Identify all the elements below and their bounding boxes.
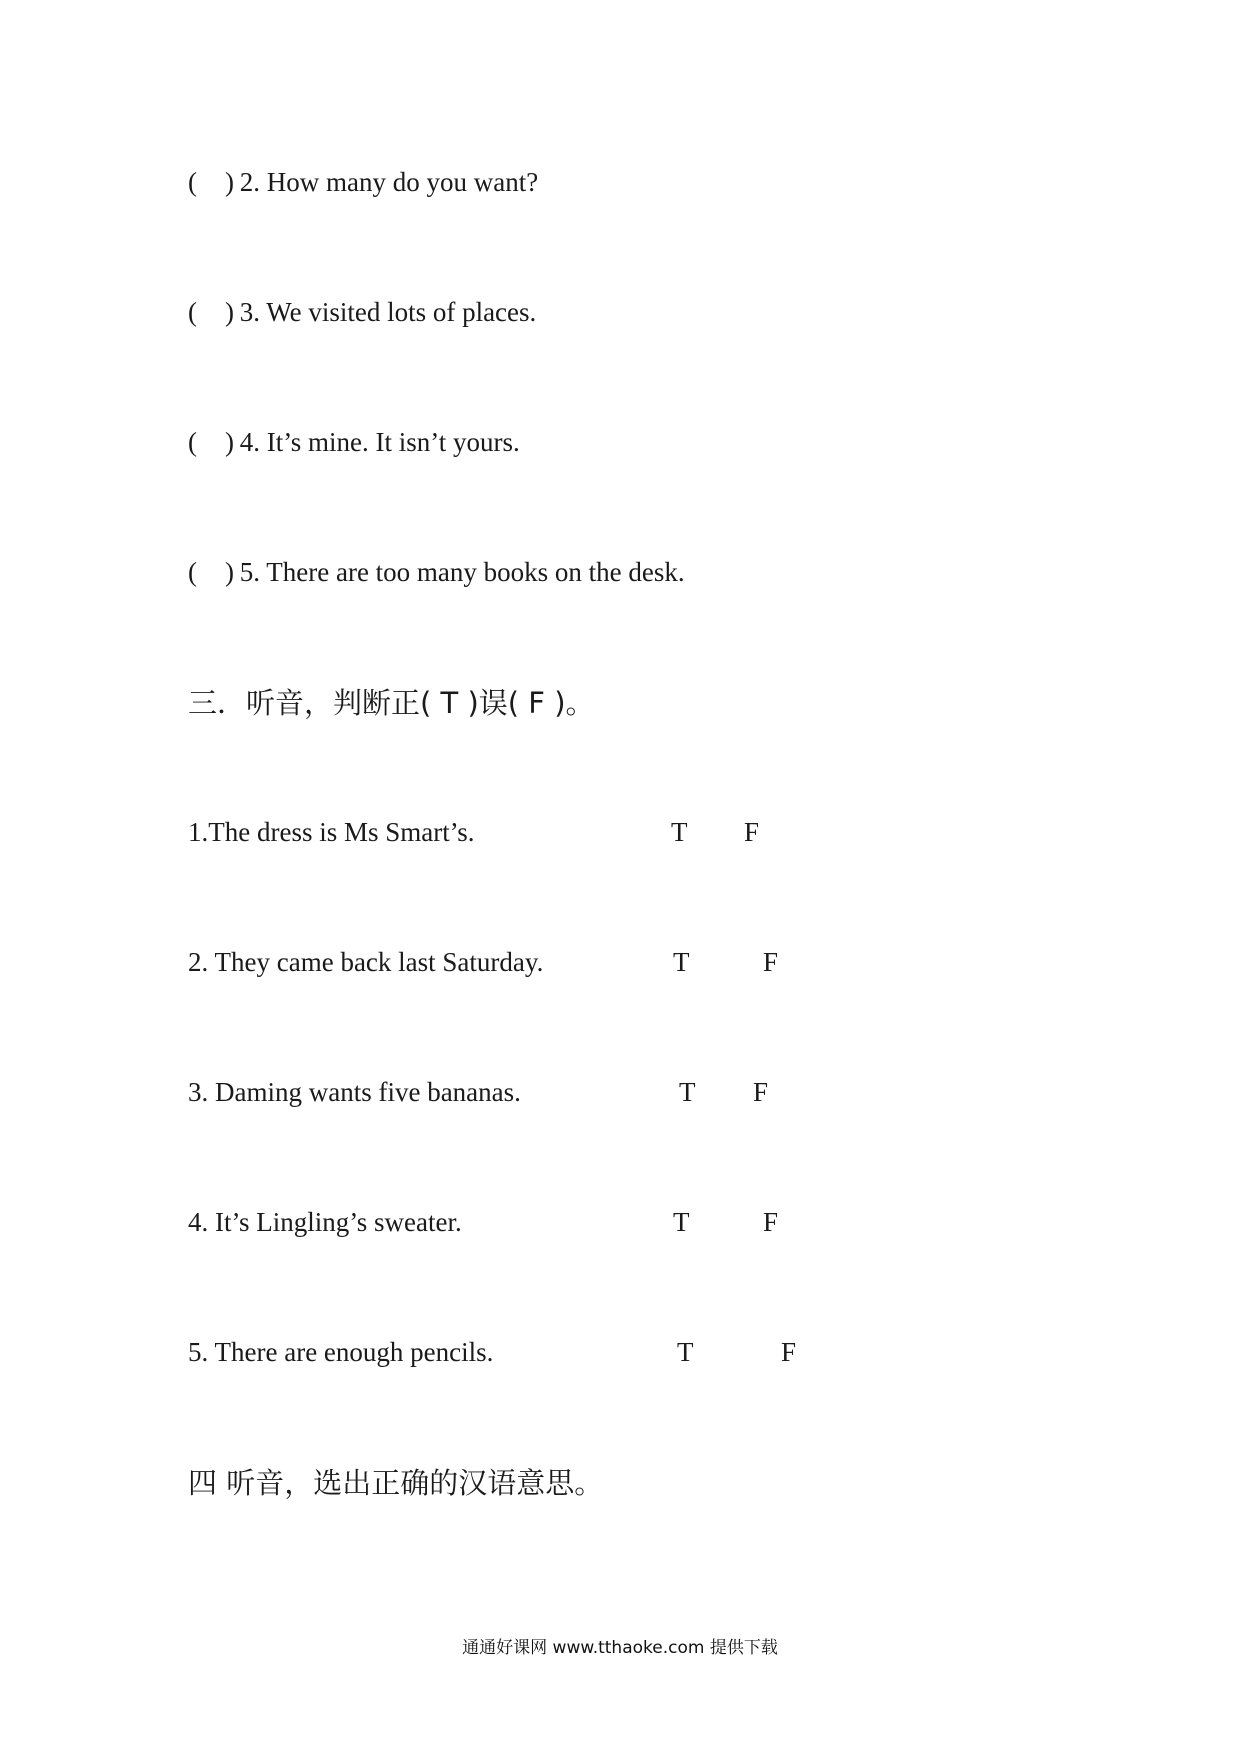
tf-item-3-false[interactable]: F bbox=[753, 1077, 769, 1107]
section-4-heading: 四 听音，选出正确的汉语意思。 bbox=[188, 1466, 604, 1500]
question-text: We visited lots of places. bbox=[266, 297, 537, 327]
tf-item-1-true[interactable]: T bbox=[671, 817, 688, 847]
tf-item-4-true[interactable]: T bbox=[673, 1207, 690, 1237]
question-item-2 bbox=[188, 165, 538, 199]
answer-paren[interactable]: ( ) bbox=[188, 167, 234, 197]
answer-paren[interactable]: ( ) bbox=[188, 427, 234, 457]
question-text: It’s mine. It isn’t yours. bbox=[266, 427, 520, 457]
tf-item-2-false[interactable]: F bbox=[763, 947, 779, 977]
tf-item-3-text: 3. Daming wants five bananas. bbox=[188, 1077, 521, 1107]
question-number: 3. bbox=[239, 297, 260, 327]
tf-item-2-text: 2. They came back last Saturday. bbox=[188, 947, 544, 977]
question-text: How many do you want? bbox=[266, 167, 539, 197]
section-3-heading: 三．听音，判断正( T )误( F )。 bbox=[188, 686, 595, 720]
tf-item-3-true[interactable]: T bbox=[679, 1077, 696, 1107]
tf-item-4-text: 4. It’s Lingling’s sweater. bbox=[188, 1207, 462, 1237]
question-item-5 bbox=[188, 555, 685, 589]
tf-item-1-false[interactable]: F bbox=[744, 817, 760, 847]
tf-item-5-false[interactable]: F bbox=[781, 1337, 797, 1367]
tf-item-5-text: 5. There are enough pencils. bbox=[188, 1337, 494, 1367]
answer-paren[interactable]: ( ) bbox=[188, 557, 234, 587]
answer-paren[interactable]: ( ) bbox=[188, 297, 234, 327]
question-number: 2. bbox=[239, 167, 260, 197]
tf-item-4-false[interactable]: F bbox=[763, 1207, 779, 1237]
question-item-3 bbox=[188, 295, 536, 329]
question-number: 4. bbox=[239, 427, 260, 457]
question-text: There are too many books on the desk. bbox=[266, 557, 685, 587]
question-number: 5. bbox=[239, 557, 260, 587]
question-item-4 bbox=[188, 425, 520, 459]
page-footer: 通通好课网 www.tthaoke.com 提供下载 bbox=[462, 1638, 778, 1658]
tf-item-5-true[interactable]: T bbox=[677, 1337, 694, 1367]
tf-item-2-true[interactable]: T bbox=[673, 947, 690, 977]
tf-item-1-text: 1.The dress is Ms Smart’s. bbox=[188, 817, 475, 847]
